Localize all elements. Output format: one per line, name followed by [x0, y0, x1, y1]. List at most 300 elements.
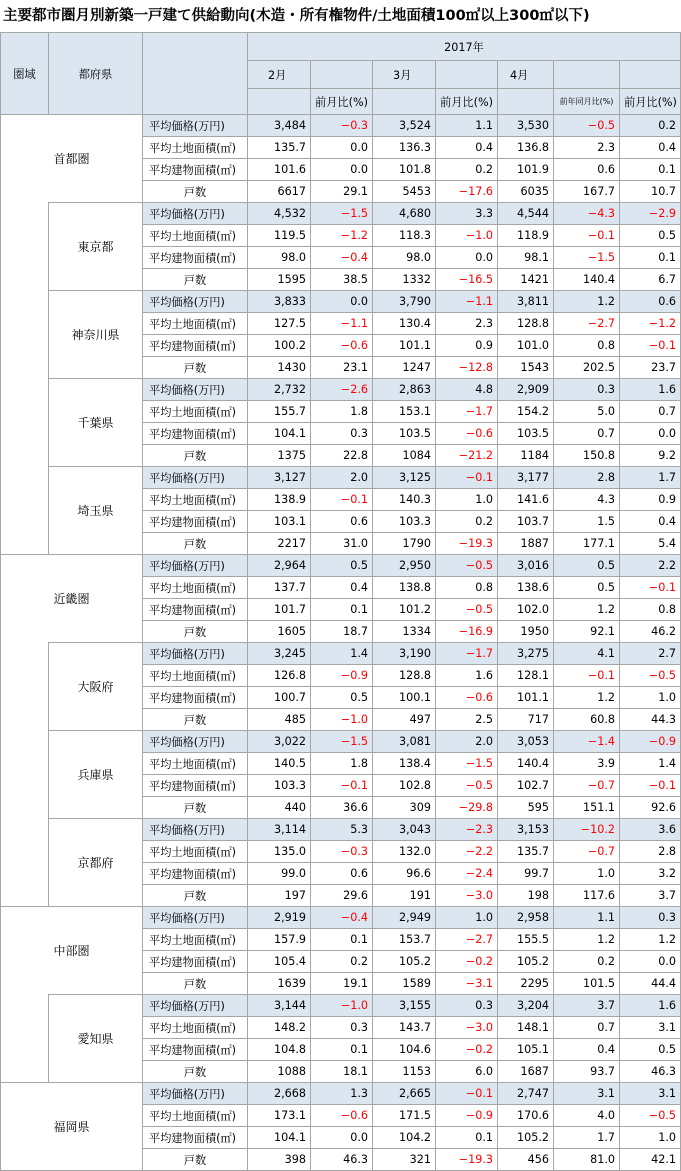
value-cell: 148.1	[498, 1017, 554, 1039]
ratio-cell: 2.3	[554, 137, 620, 159]
table-row-price	[1, 1083, 681, 1105]
ratio-cell: −0.2	[436, 951, 498, 973]
ratio-cell: 9.2	[620, 445, 681, 467]
ratio-cell: 46.3	[311, 1149, 373, 1171]
ratio-cell: 1.0	[620, 1127, 681, 1149]
value-cell: 148.2	[248, 1017, 311, 1039]
ratio-cell: 1.0	[554, 863, 620, 885]
header-year: 2017年	[248, 33, 681, 61]
ratio-cell: 1.2	[554, 929, 620, 951]
ratio-cell: −0.4	[311, 247, 373, 269]
ratio-cell: 150.8	[554, 445, 620, 467]
value-cell: 104.1	[248, 1127, 311, 1149]
metric-label: 平均建物面積(㎡)	[143, 511, 248, 533]
metric-label: 平均建物面積(㎡)	[143, 1039, 248, 1061]
prefecture-cell: 千葉県	[49, 379, 143, 467]
ratio-cell: 42.1	[620, 1149, 681, 1171]
ratio-cell: −2.7	[554, 313, 620, 335]
value-cell: 191	[373, 885, 436, 907]
metric-label: 戸数	[143, 1061, 248, 1083]
prefecture-cell: 京都府	[49, 819, 143, 907]
value-cell: 2,950	[373, 555, 436, 577]
ratio-cell: 0.4	[620, 137, 681, 159]
region-spacer	[1, 203, 49, 291]
metric-label: 平均建物面積(㎡)	[143, 951, 248, 973]
value-cell: 127.5	[248, 313, 311, 335]
ratio-cell: 177.1	[554, 533, 620, 555]
value-cell: 3,053	[498, 731, 554, 753]
ratio-cell: −0.5	[620, 1105, 681, 1127]
ratio-cell: 0.7	[554, 1017, 620, 1039]
ratio-cell: 46.3	[620, 1061, 681, 1083]
table-row-price	[1, 731, 681, 753]
table-row-price	[1, 115, 681, 137]
value-cell: 2,732	[248, 379, 311, 401]
value-cell: 198	[498, 885, 554, 907]
header-month-mar: 3月	[373, 61, 436, 89]
ratio-cell: −3.1	[436, 973, 498, 995]
ratio-cell: 0.3	[620, 907, 681, 929]
ratio-cell: 4.0	[554, 1105, 620, 1127]
ratio-cell: 0.1	[620, 247, 681, 269]
ratio-cell: 0.1	[311, 1039, 373, 1061]
table-row-price	[1, 467, 681, 489]
value-cell: 1950	[498, 621, 554, 643]
table-row-price	[1, 379, 681, 401]
ratio-cell: −1.2	[620, 313, 681, 335]
ratio-cell: 5.0	[554, 401, 620, 423]
ratio-cell: −16.9	[436, 621, 498, 643]
ratio-cell: −0.1	[620, 577, 681, 599]
region-cell: 中部圏	[1, 907, 143, 995]
value-cell: 143.7	[373, 1017, 436, 1039]
ratio-cell: 1.1	[436, 115, 498, 137]
value-cell: 128.8	[373, 665, 436, 687]
ratio-cell: 140.4	[554, 269, 620, 291]
ratio-cell: 1.2	[554, 291, 620, 313]
ratio-cell: −1.2	[311, 225, 373, 247]
value-cell: 1421	[498, 269, 554, 291]
metric-label: 平均建物面積(㎡)	[143, 599, 248, 621]
ratio-cell: 3.6	[620, 819, 681, 841]
ratio-cell: −4.3	[554, 203, 620, 225]
metric-label: 平均価格(万円)	[143, 995, 248, 1017]
value-cell: 105.2	[498, 951, 554, 973]
metric-label: 平均土地面積(㎡)	[143, 313, 248, 335]
value-cell: 103.3	[248, 775, 311, 797]
prefecture-cell: 埼玉県	[49, 467, 143, 555]
ratio-cell: −0.1	[554, 665, 620, 687]
value-cell: 98.0	[373, 247, 436, 269]
ratio-cell: 10.7	[620, 181, 681, 203]
value-cell: 1084	[373, 445, 436, 467]
region-spacer	[1, 467, 49, 555]
ratio-cell: 0.5	[311, 555, 373, 577]
ratio-cell: −1.0	[311, 995, 373, 1017]
ratio-cell: −17.6	[436, 181, 498, 203]
ratio-cell: 23.7	[620, 357, 681, 379]
ratio-cell: −0.1	[311, 775, 373, 797]
value-cell: 101.2	[373, 599, 436, 621]
table-row-price	[1, 203, 681, 225]
metric-label: 平均価格(万円)	[143, 731, 248, 753]
ratio-cell: −29.8	[436, 797, 498, 819]
ratio-cell: 117.6	[554, 885, 620, 907]
value-cell: 1589	[373, 973, 436, 995]
value-cell: 137.7	[248, 577, 311, 599]
value-cell: 2,964	[248, 555, 311, 577]
value-cell: 119.5	[248, 225, 311, 247]
ratio-cell: −0.5	[436, 599, 498, 621]
metric-label: 平均価格(万円)	[143, 291, 248, 313]
metric-label: 戸数	[143, 445, 248, 467]
metric-label: 平均価格(万円)	[143, 819, 248, 841]
ratio-cell: −1.5	[436, 753, 498, 775]
value-cell: 105.4	[248, 951, 311, 973]
metric-label: 戸数	[143, 533, 248, 555]
value-cell: 3,275	[498, 643, 554, 665]
metric-label: 戸数	[143, 885, 248, 907]
ratio-cell: 3.9	[554, 753, 620, 775]
prefecture-cell: 兵庫県	[49, 731, 143, 819]
ratio-cell: 0.4	[436, 137, 498, 159]
ratio-cell: 6.0	[436, 1061, 498, 1083]
value-cell: 99.7	[498, 863, 554, 885]
ratio-cell: 0.1	[436, 1127, 498, 1149]
value-cell: 135.7	[498, 841, 554, 863]
value-cell: 103.5	[373, 423, 436, 445]
metric-label: 平均建物面積(㎡)	[143, 335, 248, 357]
value-cell: 3,484	[248, 115, 311, 137]
ratio-cell: −1.0	[436, 225, 498, 247]
metric-label: 平均土地面積(㎡)	[143, 929, 248, 951]
ratio-cell: 0.1	[311, 599, 373, 621]
ratio-cell: −1.4	[554, 731, 620, 753]
ratio-cell: 0.7	[620, 401, 681, 423]
value-cell: 101.8	[373, 159, 436, 181]
table-row-price	[1, 995, 681, 1017]
ratio-cell: 46.2	[620, 621, 681, 643]
metric-label: 平均土地面積(㎡)	[143, 665, 248, 687]
region-spacer	[1, 291, 49, 379]
metric-label: 平均建物面積(㎡)	[143, 775, 248, 797]
region-spacer	[1, 819, 49, 907]
value-cell: 101.0	[498, 335, 554, 357]
ratio-cell: 1.0	[620, 687, 681, 709]
value-cell: 1430	[248, 357, 311, 379]
region-spacer	[1, 731, 49, 819]
ratio-cell: −0.5	[554, 115, 620, 137]
ratio-cell: −0.1	[620, 335, 681, 357]
value-cell: 3,245	[248, 643, 311, 665]
ratio-cell: 1.4	[311, 643, 373, 665]
ratio-cell: 44.3	[620, 709, 681, 731]
metric-label: 戸数	[143, 181, 248, 203]
value-cell: 140.4	[498, 753, 554, 775]
value-cell: 130.4	[373, 313, 436, 335]
ratio-cell: 0.6	[311, 511, 373, 533]
value-cell: 3,811	[498, 291, 554, 313]
value-cell: 140.5	[248, 753, 311, 775]
value-cell: 101.7	[248, 599, 311, 621]
value-cell: 138.8	[373, 577, 436, 599]
value-cell: 141.6	[498, 489, 554, 511]
ratio-cell: 81.0	[554, 1149, 620, 1171]
value-cell: 3,155	[373, 995, 436, 1017]
ratio-cell: 3.1	[620, 1083, 681, 1105]
ratio-cell: −0.6	[311, 335, 373, 357]
ratio-cell: −0.6	[311, 1105, 373, 1127]
region-cell: 近畿圏	[1, 555, 143, 643]
value-cell: 321	[373, 1149, 436, 1171]
value-cell: 153.1	[373, 401, 436, 423]
ratio-cell: 1.4	[620, 753, 681, 775]
value-cell: 105.2	[498, 1127, 554, 1149]
ratio-cell: −0.9	[620, 731, 681, 753]
value-cell: 3,153	[498, 819, 554, 841]
value-cell: 2,909	[498, 379, 554, 401]
ratio-cell: 0.8	[620, 599, 681, 621]
value-cell: 1887	[498, 533, 554, 555]
value-cell: 170.6	[498, 1105, 554, 1127]
header-metric	[143, 33, 248, 115]
ratio-cell: 0.3	[311, 1017, 373, 1039]
value-cell: 717	[498, 709, 554, 731]
header-mom-blank	[311, 61, 373, 89]
header-mom: 前月比(%)	[620, 89, 681, 115]
value-cell: 102.8	[373, 775, 436, 797]
ratio-cell: 1.1	[554, 907, 620, 929]
ratio-cell: 4.3	[554, 489, 620, 511]
metric-label: 平均土地面積(㎡)	[143, 577, 248, 599]
ratio-cell: 0.5	[311, 687, 373, 709]
value-cell: 2,747	[498, 1083, 554, 1105]
ratio-cell: 4.8	[436, 379, 498, 401]
table-body	[1, 115, 681, 1171]
ratio-cell: 0.2	[311, 951, 373, 973]
value-cell: 140.3	[373, 489, 436, 511]
metric-label: 平均土地面積(㎡)	[143, 1105, 248, 1127]
value-cell: 1543	[498, 357, 554, 379]
ratio-cell: −0.5	[620, 665, 681, 687]
metric-label: 平均価格(万円)	[143, 203, 248, 225]
ratio-cell: −3.0	[436, 885, 498, 907]
header-month-feb: 2月	[248, 61, 311, 89]
value-cell: 157.9	[248, 929, 311, 951]
ratio-cell: 1.6	[436, 665, 498, 687]
ratio-cell: −2.7	[436, 929, 498, 951]
ratio-cell: 202.5	[554, 357, 620, 379]
metric-label: 平均建物面積(㎡)	[143, 863, 248, 885]
metric-label: 平均土地面積(㎡)	[143, 137, 248, 159]
ratio-cell: −0.7	[554, 775, 620, 797]
ratio-cell: 1.8	[311, 401, 373, 423]
prefecture-cell: 愛知県	[49, 995, 143, 1083]
ratio-cell: 0.0	[311, 291, 373, 313]
metric-label: 平均価格(万円)	[143, 643, 248, 665]
header-mom-blank	[436, 61, 498, 89]
value-cell: 101.1	[498, 687, 554, 709]
ratio-cell: 4.1	[554, 643, 620, 665]
ratio-cell: 0.3	[436, 995, 498, 1017]
ratio-cell: 1.8	[311, 753, 373, 775]
value-cell: 105.1	[498, 1039, 554, 1061]
ratio-cell: 2.8	[554, 467, 620, 489]
ratio-cell: 0.0	[311, 137, 373, 159]
ratio-cell: 3.3	[436, 203, 498, 225]
region-cell: 福岡県	[1, 1083, 143, 1171]
ratio-cell: 3.7	[620, 885, 681, 907]
value-cell: 1153	[373, 1061, 436, 1083]
ratio-cell: 5.4	[620, 533, 681, 555]
ratio-cell: 1.0	[436, 489, 498, 511]
ratio-cell: 151.1	[554, 797, 620, 819]
ratio-cell: 29.6	[311, 885, 373, 907]
value-cell: 3,081	[373, 731, 436, 753]
metric-label: 戸数	[143, 709, 248, 731]
value-cell: 98.0	[248, 247, 311, 269]
ratio-cell: 1.6	[620, 379, 681, 401]
value-cell: 3,043	[373, 819, 436, 841]
value-cell: 4,544	[498, 203, 554, 225]
value-cell: 3,524	[373, 115, 436, 137]
ratio-cell: −0.1	[436, 1083, 498, 1105]
value-cell: 136.8	[498, 137, 554, 159]
ratio-cell: 22.8	[311, 445, 373, 467]
ratio-cell: −0.5	[436, 555, 498, 577]
ratio-cell: 2.0	[311, 467, 373, 489]
ratio-cell: −0.1	[554, 225, 620, 247]
value-cell: 135.0	[248, 841, 311, 863]
ratio-cell: −0.7	[554, 841, 620, 863]
ratio-cell: −0.4	[311, 907, 373, 929]
ratio-cell: −0.1	[436, 467, 498, 489]
value-cell: 4,680	[373, 203, 436, 225]
ratio-cell: 1.2	[554, 599, 620, 621]
ratio-cell: 0.0	[311, 1127, 373, 1149]
ratio-cell: −0.6	[436, 687, 498, 709]
prefecture-cell: 東京都	[49, 203, 143, 291]
ratio-cell: 0.9	[620, 489, 681, 511]
ratio-cell: 0.0	[311, 159, 373, 181]
value-cell: 103.1	[248, 511, 311, 533]
value-cell: 456	[498, 1149, 554, 1171]
ratio-cell: 0.4	[554, 1039, 620, 1061]
value-cell: 2217	[248, 533, 311, 555]
value-cell: 171.5	[373, 1105, 436, 1127]
ratio-cell: 18.7	[311, 621, 373, 643]
ratio-cell: 2.5	[436, 709, 498, 731]
ratio-cell: −0.1	[620, 775, 681, 797]
ratio-cell: 38.5	[311, 269, 373, 291]
header-month-apr: 4月	[498, 61, 554, 89]
ratio-cell: −0.3	[311, 115, 373, 137]
ratio-cell: −2.9	[620, 203, 681, 225]
header-mom: 前月比(%)	[311, 89, 373, 115]
ratio-cell: 3.1	[620, 1017, 681, 1039]
value-cell: 118.3	[373, 225, 436, 247]
value-cell: 101.6	[248, 159, 311, 181]
value-cell: 3,530	[498, 115, 554, 137]
value-cell: 103.7	[498, 511, 554, 533]
header-mom-blank	[620, 61, 681, 89]
ratio-cell: −0.5	[436, 775, 498, 797]
ratio-cell: 1.7	[554, 1127, 620, 1149]
value-cell: 101.1	[373, 335, 436, 357]
ratio-cell: 29.1	[311, 181, 373, 203]
ratio-cell: 0.3	[554, 379, 620, 401]
ratio-cell: 2.7	[620, 643, 681, 665]
value-cell: 3,144	[248, 995, 311, 1017]
ratio-cell: −0.1	[311, 489, 373, 511]
metric-label: 平均土地面積(㎡)	[143, 401, 248, 423]
metric-label: 平均建物面積(㎡)	[143, 1127, 248, 1149]
value-cell: 2,919	[248, 907, 311, 929]
value-cell: 2,958	[498, 907, 554, 929]
value-cell: 138.6	[498, 577, 554, 599]
header-value-blank	[373, 89, 436, 115]
value-cell: 3,016	[498, 555, 554, 577]
ratio-cell: 44.4	[620, 973, 681, 995]
value-cell: 104.8	[248, 1039, 311, 1061]
value-cell: 3,190	[373, 643, 436, 665]
header-mom: 前月比(%)	[436, 89, 498, 115]
value-cell: 2,949	[373, 907, 436, 929]
value-cell: 154.2	[498, 401, 554, 423]
value-cell: 497	[373, 709, 436, 731]
ratio-cell: 0.6	[554, 159, 620, 181]
table-row-price	[1, 291, 681, 313]
ratio-cell: 31.0	[311, 533, 373, 555]
ratio-cell: −1.1	[436, 291, 498, 313]
value-cell: 2,863	[373, 379, 436, 401]
metric-label: 戸数	[143, 1149, 248, 1171]
value-cell: 126.8	[248, 665, 311, 687]
ratio-cell: 2.2	[620, 555, 681, 577]
metric-label: 戸数	[143, 797, 248, 819]
value-cell: 155.5	[498, 929, 554, 951]
ratio-cell: −21.2	[436, 445, 498, 467]
value-cell: 1247	[373, 357, 436, 379]
prefecture-cell: 大阪府	[49, 643, 143, 731]
value-cell: 4,532	[248, 203, 311, 225]
ratio-cell: 19.1	[311, 973, 373, 995]
ratio-cell: 0.1	[620, 159, 681, 181]
ratio-cell: 1.2	[554, 687, 620, 709]
ratio-cell: −2.4	[436, 863, 498, 885]
value-cell: 3,790	[373, 291, 436, 313]
metric-label: 平均価格(万円)	[143, 1083, 248, 1105]
ratio-cell: 0.2	[554, 951, 620, 973]
metric-label: 平均建物面積(㎡)	[143, 159, 248, 181]
region-spacer	[1, 643, 49, 731]
ratio-cell: −1.0	[311, 709, 373, 731]
ratio-cell: −0.9	[436, 1105, 498, 1127]
ratio-cell: −1.7	[436, 643, 498, 665]
ratio-cell: 0.3	[311, 423, 373, 445]
ratio-cell: 2.8	[620, 841, 681, 863]
ratio-cell: 3.1	[554, 1083, 620, 1105]
value-cell: 104.2	[373, 1127, 436, 1149]
value-cell: 102.0	[498, 599, 554, 621]
ratio-cell: 101.5	[554, 973, 620, 995]
metric-label: 平均価格(万円)	[143, 907, 248, 929]
region-cell: 首都圏	[1, 115, 143, 203]
value-cell: 1332	[373, 269, 436, 291]
metric-label: 戸数	[143, 357, 248, 379]
metric-label: 平均土地面積(㎡)	[143, 489, 248, 511]
value-cell: 197	[248, 885, 311, 907]
